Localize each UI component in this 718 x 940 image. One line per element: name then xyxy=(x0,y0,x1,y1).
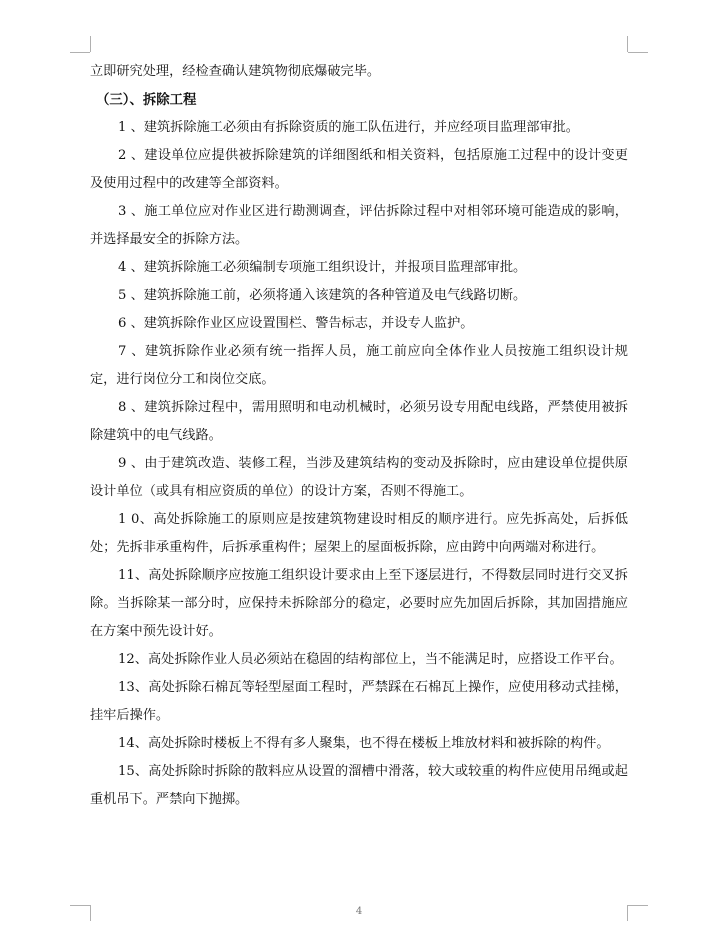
list-item-8: 8 、建筑拆除过程中，需用照明和电动机械时，必须另设专用配电线路，严禁使用被拆除建筑中的电气线路。 xyxy=(90,400,628,443)
list-item-3: 3 、施工单位应对作业区进行勘测调查，评估拆除过程中对相邻环境可能造成的影响，并选择最安全的拆除方法。 xyxy=(90,204,628,247)
list-item-14: 14、高处拆除时楼板上不得有多人聚集，也不得在楼板上堆放材料和被拆除的构件。 xyxy=(118,736,610,751)
list-item-13: 13、高处拆除石棉瓦等轻型屋面工程时，严禁踩在石棉瓦上操作，应使用移动式挂梯，挂牢后操作。 xyxy=(90,680,628,723)
list-item-7: 7 、建筑拆除作业必须有统一指挥人员，施工前应向全体作业人员按施工组织设计规定，进行岗位分工和岗位交底。 xyxy=(90,344,628,387)
section-heading: （三）、拆除工程 xyxy=(96,92,197,108)
list-item-5: 5 、建筑拆除施工前，必须将通入该建筑的各种管道及电气线路切断。 xyxy=(118,288,527,303)
list-item-4: 4 、建筑拆除施工必须编制专项施工组织设计，并报项目监理部审批。 xyxy=(118,260,527,275)
crop-mark-top-right-vertical xyxy=(627,36,628,52)
list-item-11: 11、高处拆除顺序应按施工组织设计要求由上至下逐层进行，不得数层同时进行交叉拆除。当拆除某一部分时，应保持未拆除部分的稳定，必要时应先加固后拆除，其加固措施应在方案中预先设计好。 xyxy=(90,568,628,639)
page-number: 4 xyxy=(355,906,363,917)
crop-mark-top-left-vertical xyxy=(90,36,91,52)
list-item-2: 2 、建设单位应提供被拆除建筑的详细图纸和相关资料，包括原施工过程中的设计变更及使用过程中的改建等全部资料。 xyxy=(90,148,628,191)
lead-line: 立即研究处理，经检查确认建筑物彻底爆破完毕。 xyxy=(90,64,381,79)
list-item-9: 9 、由于建筑改造、装修工程，当涉及建筑结构的变动及拆除时，应由建设单位提供原设计单位（或具有相应资质的单位）的设计方案，否则不得施工。 xyxy=(90,456,628,499)
list-item-15: 15、高处拆除时拆除的散料应从设置的溜槽中滑落，较大或较重的构件应使用吊绳或起重机吊下。严禁向下抛掷。 xyxy=(90,764,628,807)
list-item-1: 1 、建筑拆除施工必须由有拆除资质的施工队伍进行，并应经项目监理部审批。 xyxy=(118,120,579,135)
body-text xyxy=(90,58,628,814)
list-item-6: 6 、建筑拆除作业区应设置围栏、警告标志，并设专人监护。 xyxy=(118,316,474,331)
list-item-12: 12、高处拆除作业人员必须站在稳固的结构部位上，当不能满足时，应搭设工作平台。 xyxy=(118,652,623,667)
crop-mark-top-left-horizontal xyxy=(70,52,90,53)
crop-mark-top-right-horizontal xyxy=(628,52,648,53)
list-item-10: 1 0、高处拆除施工的原则应是按建筑物建设时相反的顺序进行。应先拆高处，后拆低处；先拆非承重构件，后拆承重构件；屋架上的屋面板拆除，应由跨中向两端对称进行。 xyxy=(90,512,628,555)
